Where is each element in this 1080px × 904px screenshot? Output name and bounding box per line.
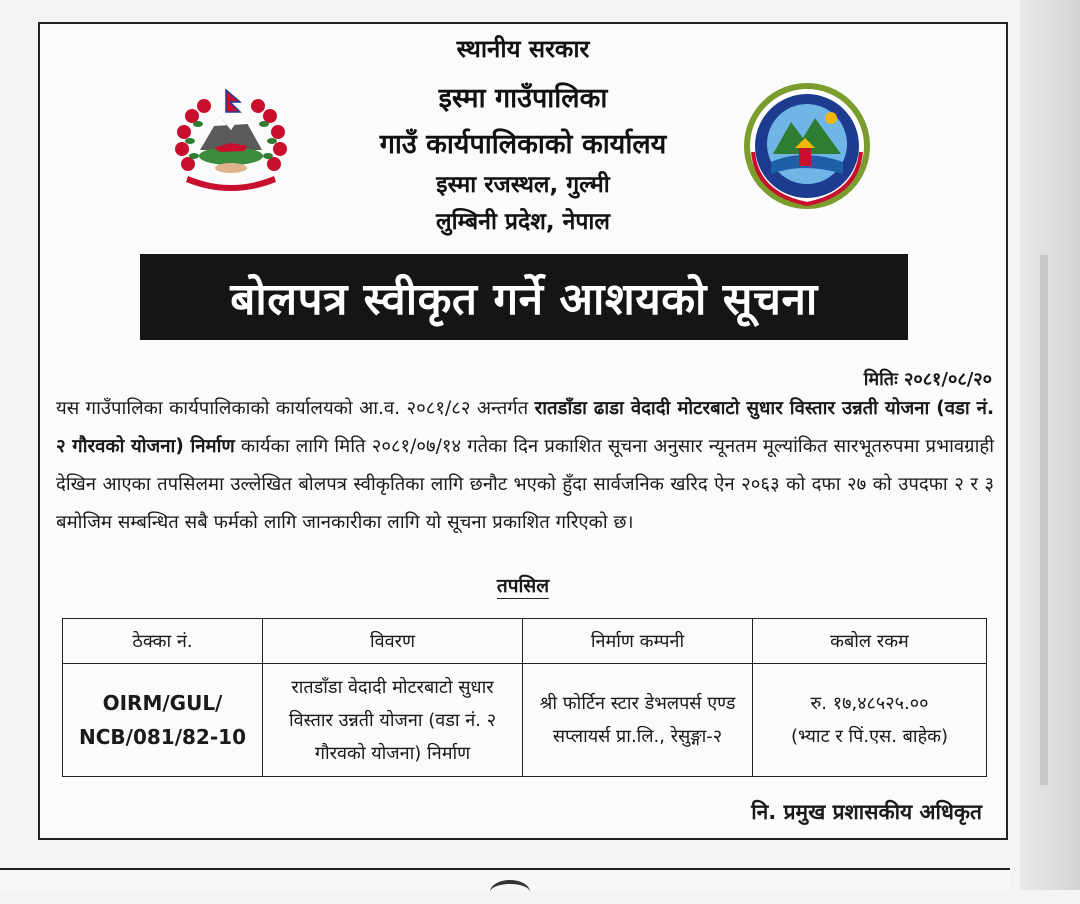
cell-amount [753, 664, 987, 777]
contract-details-table [62, 618, 987, 777]
body-text-1: यस गाउँपालिका कार्यपालिकाको कार्यालयको आ.व. २०८१/८२ अन्तर्गत [56, 398, 535, 419]
header-local-government: स्थानीय सरकार [456, 35, 590, 63]
signatory-title: नि. प्रमुख प्रशासकीय अधिकृत [751, 800, 982, 824]
header-company: निर्माण कम्पनी [523, 619, 753, 664]
table-row [63, 664, 987, 777]
edge-divider [1040, 255, 1048, 785]
details-heading: तपसिल [496, 575, 550, 597]
contract-no-line-2: NCB/081/82-10 [79, 725, 246, 749]
body-text-2: कार्यका लागि मिति २०८१/०७/१४ गतेका दिन प्रकाशित सूचना अनुसार न्यूनतम मूल्यांकित सारभूतरुपमा प्रभावग्राही देखिन आएका तपसिलमा उल्लेखित बोलपत्र स्वीकृतिका लागि छनौट भएको हुँदा सार्वजनिक खरिद ऐन २०६३ को दफा २७ को उपदफा २ र ३ बमोजिम सम्बन्धित सबै फर्मको लागि जानकारीका लागि यो सूचना प्रकाशित गरिएको छ। [56, 436, 994, 533]
notice-body [56, 390, 994, 542]
notice-title: बोलपत्र स्वीकृत गर्ने आशयको सूचना [140, 254, 908, 340]
header-province: लुम्बिनी प्रदेश, नेपाल [436, 209, 610, 235]
table-header-row [63, 619, 987, 664]
isma-municipality-logo-icon [743, 82, 871, 210]
header-contract-no: ठेक्का नं. [63, 619, 263, 664]
next-notice-edge [0, 868, 1010, 892]
cell-description: रातडाँडा वेदादी मोटरबाटो सुधार विस्तार उन्नती योजना (वडा नं. २ गौरवको योजना) निर्माण [263, 664, 523, 777]
partial-emblem-icon [490, 880, 530, 904]
cell-company: श्री फोर्टिन स्टार डेभलपर्स एण्ड सप्लायर्स प्रा.लि., रेसुङ्गा-२ [523, 664, 753, 777]
body-project-name: रातडाँडा ढाडा वेदादी मोटरबाटो सुधार विस्तार उन्नती योजना (वडा नं. २ गौरवको योजना) निर्माण [56, 398, 994, 457]
cell-contract-no [63, 664, 263, 777]
notice-date: मितिः २०८१/०८/२० [863, 369, 992, 390]
nepal-govt-emblem-icon [170, 86, 292, 194]
public-notice [38, 22, 1008, 840]
header-office-name: गाउँ कार्यपालिकाको कार्यालय [379, 129, 667, 160]
contract-no-line-1: OIRM/GUL/ [102, 691, 223, 715]
header-address: इस्मा रजस्थल, गुल्मी [436, 172, 610, 198]
page-edge-shadow [1020, 0, 1080, 890]
header-municipality-name: इस्मा गाउँपालिका [438, 83, 608, 114]
amount-note: (भ्याट र पिं.एस. बाहेक) [790, 726, 948, 747]
header-description: विवरण [263, 619, 523, 664]
amount-value: रु. १७,४८५२५.०० [810, 693, 929, 714]
header-amount: कबोल रकम [753, 619, 987, 664]
